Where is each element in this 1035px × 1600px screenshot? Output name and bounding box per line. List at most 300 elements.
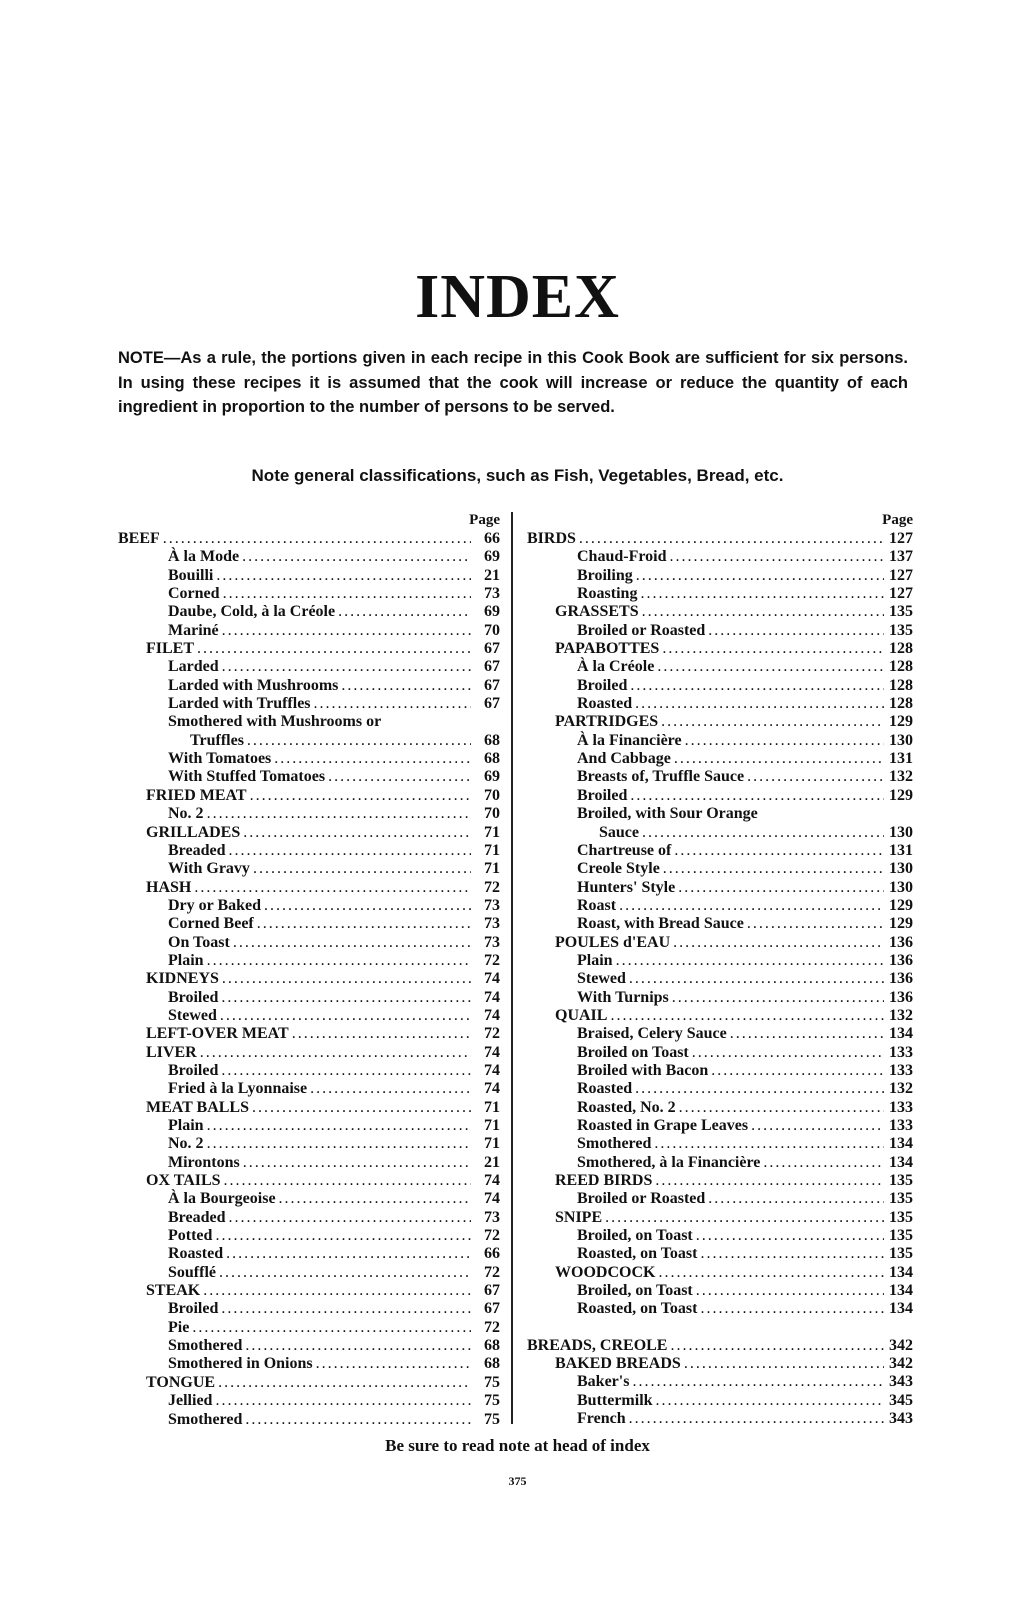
index-entry-label: Dry or Baked (168, 896, 262, 914)
index-entry (118, 548, 500, 566)
index-entry (527, 1007, 913, 1025)
index-entry-label: Baker's (577, 1373, 630, 1391)
index-entry-label: With Stuffed Tomatoes (168, 768, 326, 786)
index-entry-page: 69 (484, 548, 500, 566)
index-entry-label: Breasts of, Truffle Sauce (577, 768, 745, 786)
index-entry-label: Mirontons (168, 1153, 240, 1171)
index-entry-page: 67 (484, 1282, 500, 1300)
index-entry-label: QUAIL (555, 1006, 608, 1024)
index-entry-label: PARTRIDGES (555, 713, 659, 731)
index-entry (118, 1374, 500, 1392)
dot-leader (711, 1062, 884, 1080)
dot-leader (632, 1373, 884, 1391)
index-entry (527, 1300, 913, 1318)
index-entry-page: 128 (889, 695, 913, 713)
index-entry-label: FILET (146, 640, 195, 658)
index-entry-label: On Toast (168, 933, 230, 951)
index-entry-page: 74 (484, 1080, 500, 1098)
index-entry-page: 343 (889, 1373, 913, 1391)
index-entry (527, 1392, 913, 1410)
dot-leader (661, 713, 884, 731)
index-entry (118, 567, 500, 585)
index-entry-page: 73 (484, 915, 500, 933)
index-entry-page: 134 (889, 1300, 913, 1318)
index-entry-page: 68 (484, 731, 500, 749)
dot-leader (629, 970, 884, 988)
index-entry (527, 695, 913, 713)
index-entry-label: Larded with Truffles (168, 695, 311, 713)
dot-leader (252, 1099, 471, 1117)
index-entry-label: Roasting (577, 585, 638, 603)
index-entry-page: 135 (889, 603, 913, 621)
index-entry (118, 1264, 500, 1282)
index-entry (527, 1355, 913, 1373)
index-entry-label: With Turnips (577, 988, 669, 1006)
index-entry-label: Roast (577, 896, 617, 914)
index-entry-label: Sauce (599, 823, 639, 841)
index-entry-label: No. 2 (168, 1135, 204, 1153)
index-entry (118, 1411, 500, 1429)
index-entry-page: 75 (484, 1373, 500, 1391)
dot-leader (670, 1337, 884, 1355)
dot-leader (222, 658, 471, 676)
index-entry-page: 68 (484, 1355, 500, 1373)
index-entry (527, 1154, 913, 1172)
dot-leader (730, 1025, 884, 1043)
index-entry-page: 67 (484, 658, 500, 676)
dot-leader (316, 1355, 471, 1373)
index-entry-page: 132 (889, 1080, 913, 1098)
index-entry-label: Mariné (168, 621, 219, 639)
index-entry-page: 130 (889, 731, 913, 749)
index-entry-label: MEAT BALLS (146, 1098, 249, 1116)
index-entry-label: STEAK (146, 1282, 201, 1300)
dot-leader (163, 530, 471, 548)
index-entry (118, 952, 500, 970)
index-entry-page: 134 (889, 1263, 913, 1281)
dot-leader (207, 805, 471, 823)
index-entry-label: Stewed (168, 1006, 217, 1024)
dot-leader (207, 1135, 471, 1153)
index-entry-label: Creole Style (577, 860, 660, 878)
classification-note: Note general classifications, such as Fish, Vegetables, Bread, etc. (251, 466, 784, 485)
index-entry-label: Truffles (190, 731, 244, 749)
index-entry (118, 787, 500, 805)
index-entry (527, 915, 913, 933)
index-note: NOTE—As a rule, the portions given in each recipe in this Cook Book are sufficient for six persons. In using these recipes it is assumed that the cook will increase or reduce the quantity of each ingredient in proportion to the number of persons to be served. (118, 349, 908, 416)
index-entry (118, 1117, 500, 1135)
index-entry (527, 1337, 913, 1355)
index-entry-label: Braised, Celery Sauce (577, 1025, 727, 1043)
index-entry-page: 128 (889, 640, 913, 658)
index-entry-label: Daube, Cold, à la Créole (168, 603, 336, 621)
dot-leader (338, 603, 471, 621)
index-entry (118, 1044, 500, 1062)
index-entry (527, 1135, 913, 1153)
index-entry-page: 67 (484, 695, 500, 713)
index-entry-label: Smothered with Mushrooms or (168, 713, 382, 731)
index-entry (118, 530, 500, 548)
index-entry-page: 66 (484, 530, 500, 547)
index-entry (118, 842, 500, 860)
index-entry (118, 1337, 500, 1355)
index-entry-page: 129 (889, 915, 913, 933)
index-entry-label: Roasted (577, 695, 633, 713)
dot-leader (678, 879, 884, 897)
index-entry (527, 989, 913, 1007)
index-entry (118, 1080, 500, 1098)
dot-leader (673, 934, 884, 952)
dot-leader (207, 1117, 471, 1135)
index-entry-page: 68 (484, 1337, 500, 1355)
left-index-list (118, 530, 500, 1429)
index-entry-page: 132 (889, 768, 913, 786)
index-entry-label: Stewed (577, 970, 626, 988)
dot-leader (708, 622, 884, 640)
index-entry-page: 133 (889, 1117, 913, 1134)
index-entry-page: 73 (484, 896, 500, 914)
page-title: INDEX (415, 263, 620, 331)
index-entry-label: Smothered (168, 1337, 243, 1355)
index-entry-label: Broiled (577, 786, 628, 804)
dot-leader (328, 768, 471, 786)
index-entry-label: Roasted, on Toast (577, 1300, 698, 1318)
index-entry-page: 136 (889, 933, 913, 951)
index-entry-label: Jellied (168, 1392, 213, 1410)
dot-leader (685, 732, 884, 750)
index-entry (118, 1319, 500, 1337)
index-entry-label: Broiled, on Toast (577, 1227, 693, 1245)
index-entry-label: Chaud-Froid (577, 548, 667, 566)
index-entry-page: 71 (484, 823, 500, 841)
index-entry (527, 1190, 913, 1208)
index-entry-label: Broiled or Roasted (577, 621, 706, 639)
dot-leader (692, 1044, 884, 1062)
index-entry-page: 133 (889, 1043, 913, 1061)
index-entry-page: 128 (889, 676, 913, 694)
dot-leader (630, 677, 884, 695)
index-entry-label: Soufflé (168, 1263, 216, 1281)
index-entry (118, 1282, 500, 1300)
section-gap (527, 1319, 913, 1337)
index-entry-label: Corned (168, 585, 220, 603)
index-entry (527, 603, 913, 621)
index-entry-label: À la Financière (577, 731, 682, 749)
index-entry (527, 970, 913, 988)
dot-leader (635, 1080, 884, 1098)
index-entry-page: 134 (889, 1282, 913, 1300)
index-entry-label: Roasted (577, 1080, 633, 1098)
index-entry (118, 768, 500, 786)
index-entry-label: BIRDS (527, 530, 576, 547)
index-entry (118, 585, 500, 603)
index-entry-label: Roasted, on Toast (577, 1245, 698, 1263)
dot-leader (250, 787, 471, 805)
dot-leader (245, 1337, 471, 1355)
index-entry (118, 1355, 500, 1373)
column-divider (511, 512, 513, 1424)
index-entry-page: 73 (484, 1208, 500, 1226)
index-entry-page: 67 (484, 640, 500, 658)
index-entry (527, 879, 913, 897)
index-entry-label: Broiled, with Sour Orange (577, 805, 758, 823)
index-entry-page: 135 (889, 1172, 913, 1190)
dot-leader (224, 1172, 471, 1190)
dot-leader (763, 1154, 884, 1172)
index-entry (527, 1410, 913, 1428)
dot-leader (279, 1190, 471, 1208)
index-entry-page: 127 (889, 530, 913, 547)
index-entry (118, 713, 500, 731)
index-entry (118, 1154, 500, 1172)
index-entry (118, 750, 500, 768)
index-entry-label: À la Créole (577, 658, 655, 676)
index-entry-label: GRASSETS (555, 603, 639, 621)
index-entry (527, 1099, 913, 1117)
index-entry (118, 1025, 500, 1043)
index-entry-label: Bouilli (168, 566, 214, 584)
dot-leader (662, 640, 884, 658)
index-entry-page: 74 (484, 1006, 500, 1024)
index-entry (527, 1044, 913, 1062)
index-entry-page: 342 (889, 1355, 913, 1373)
index-entry-label: Larded (168, 658, 219, 676)
index-entry-label: Roast, with Bread Sauce (577, 915, 744, 933)
index-entry-page: 134 (889, 1025, 913, 1043)
index-entry-page: 74 (484, 1172, 500, 1190)
index-entry-page: 67 (484, 676, 500, 694)
dot-leader (657, 658, 884, 676)
index-entry (527, 1227, 913, 1245)
index-entry (527, 1062, 913, 1080)
dot-leader (292, 1025, 471, 1043)
index-entry (118, 1245, 500, 1263)
dot-leader (242, 548, 471, 566)
dot-leader (674, 750, 884, 768)
index-entry-label: Pie (168, 1318, 190, 1336)
dot-leader (219, 1264, 471, 1282)
index-entry-label: Broiled (168, 1061, 219, 1079)
index-entry (527, 768, 913, 786)
index-entry-page: 133 (889, 1098, 913, 1116)
index-entry-page: 136 (889, 951, 913, 969)
index-entry-page: 69 (484, 603, 500, 621)
index-entry-label: Roasted (168, 1245, 224, 1263)
dot-leader (655, 1172, 884, 1190)
index-entry (118, 622, 500, 640)
index-entry-page: 129 (889, 896, 913, 914)
index-entry-label: TONGUE (146, 1373, 216, 1391)
index-entry (527, 732, 913, 750)
dot-leader (636, 567, 884, 585)
dot-leader (200, 1044, 471, 1062)
dot-leader (700, 1245, 884, 1263)
index-entry (527, 860, 913, 878)
dot-leader (264, 897, 471, 915)
index-entry-page: 136 (889, 988, 913, 1006)
index-entry-page: 73 (484, 585, 500, 603)
footer-note: Be sure to read note at head of index (385, 1436, 650, 1455)
index-entry (527, 1117, 913, 1135)
dot-leader (228, 1209, 471, 1227)
index-entry-label: PAPABOTTES (555, 640, 660, 658)
index-entry-page: 135 (889, 1245, 913, 1263)
index-entry-page: 342 (889, 1336, 913, 1354)
index-entry-label: French (577, 1410, 626, 1428)
index-entry-label: Broiled (168, 1300, 219, 1318)
index-entry (527, 548, 913, 566)
dot-leader (310, 1080, 471, 1098)
index-entry (527, 1172, 913, 1190)
index-entry-page: 343 (889, 1410, 913, 1428)
index-entry-page: 71 (484, 1098, 500, 1116)
index-entry-page: 71 (484, 1135, 500, 1153)
dot-leader (747, 768, 884, 786)
index-entry-label: À la Mode (168, 548, 240, 566)
index-entry (527, 1080, 913, 1098)
index-entry (118, 1099, 500, 1117)
index-entry-page: 68 (484, 750, 500, 768)
index-entry (527, 842, 913, 860)
index-entry-page: 134 (889, 1153, 913, 1171)
index-entry-label: Hunters' Style (577, 878, 676, 896)
index-entry-label: LEFT-OVER MEAT (146, 1025, 289, 1043)
index-entry (527, 677, 913, 695)
index-entry-label: Smothered, à la Financière (577, 1153, 761, 1171)
dot-leader (192, 1319, 471, 1337)
index-entry-label: REED BIRDS (555, 1172, 653, 1190)
index-entry-label: Smothered (577, 1135, 652, 1153)
index-entry-label: And Cabbage (577, 750, 671, 768)
index-entry-page: 70 (484, 805, 500, 823)
page-column-header: Page (882, 512, 913, 528)
page-column-header: Page (469, 512, 500, 528)
dot-leader (215, 1227, 471, 1245)
dot-leader (670, 548, 884, 566)
index-entry-label: Broiled, on Toast (577, 1282, 693, 1300)
dot-leader (215, 1392, 471, 1410)
index-entry (118, 934, 500, 952)
dot-leader (257, 915, 471, 933)
index-entry-page: 129 (889, 786, 913, 804)
index-entry (527, 1282, 913, 1300)
dot-leader (630, 787, 884, 805)
index-entry (118, 732, 500, 750)
index-entry-page: 137 (889, 548, 913, 566)
index-entry (118, 695, 500, 713)
dot-leader (605, 1209, 884, 1227)
index-entry-label: LIVER (146, 1043, 197, 1061)
right-index-column (527, 510, 913, 1429)
index-entry (118, 640, 500, 658)
index-entry-label: Broiled or Roasted (577, 1190, 706, 1208)
index-entry-label: Plain (577, 951, 613, 969)
index-entry (118, 1227, 500, 1245)
index-entry (118, 603, 500, 621)
index-entry-page: 72 (484, 1318, 500, 1336)
index-entry (527, 1264, 913, 1282)
dot-leader (194, 879, 471, 897)
index-entry (118, 970, 500, 988)
index-entry-label: Buttermilk (577, 1391, 653, 1409)
index-entry (118, 1172, 500, 1190)
dot-leader (579, 530, 884, 548)
dot-leader (207, 952, 471, 970)
index-entry (118, 1209, 500, 1227)
index-entry-page: 21 (484, 1153, 500, 1171)
index-entry-page: 74 (484, 1190, 500, 1208)
index-entry-label: POULES d'EAU (555, 933, 671, 951)
dot-leader (696, 1227, 884, 1245)
index-entry-page: 135 (889, 621, 913, 639)
index-entry (527, 805, 913, 823)
dot-leader (642, 603, 884, 621)
index-entry-page: 67 (484, 1300, 500, 1318)
index-entry-label: Chartreuse of (577, 841, 672, 859)
dot-leader (663, 860, 884, 878)
index-entry (527, 713, 913, 731)
dot-leader (314, 695, 471, 713)
dot-leader (642, 824, 884, 842)
index-entry-page: 130 (889, 823, 913, 841)
dot-leader (274, 750, 471, 768)
index-entry-label: With Gravy (168, 860, 250, 878)
index-entry-label: Roasted in Grape Leaves (577, 1117, 749, 1134)
index-entry (118, 897, 500, 915)
index-entry (527, 1209, 913, 1227)
index-entry-page: 130 (889, 878, 913, 896)
index-entry-label: Larded with Mushrooms (168, 676, 339, 694)
index-entry-page: 74 (484, 988, 500, 1006)
index-entry-label: À la Bourgeoise (168, 1190, 276, 1208)
index-entry (118, 1190, 500, 1208)
index-entry (118, 879, 500, 897)
index-entry-page: 72 (484, 951, 500, 969)
dot-leader (654, 1135, 884, 1153)
index-entry (527, 567, 913, 585)
index-entry (527, 897, 913, 915)
dot-leader (629, 1410, 884, 1428)
index-entry-label: WOODCOCK (555, 1263, 656, 1281)
index-entry (527, 934, 913, 952)
index-entry-page: 131 (889, 750, 913, 768)
index-entry-page: 128 (889, 658, 913, 676)
dot-leader (616, 952, 884, 970)
index-entry-label: Broiling (577, 566, 633, 584)
index-entry-label: Broiled on Toast (577, 1043, 689, 1061)
index-entry-label: FRIED MEAT (146, 786, 247, 804)
index-entry (118, 1062, 500, 1080)
index-entry-label: No. 2 (168, 805, 204, 823)
dot-leader (233, 934, 471, 952)
dot-leader (700, 1300, 884, 1318)
index-entry-label: Fried à la Lyonnaise (168, 1080, 308, 1098)
index-entry (527, 750, 913, 768)
dot-leader (341, 677, 471, 695)
dot-leader (221, 989, 471, 1007)
index-entry-label: HASH (146, 878, 192, 896)
dot-leader (640, 585, 884, 603)
dot-leader (243, 824, 471, 842)
index-entry-page: 72 (484, 1227, 500, 1245)
dot-leader (247, 732, 471, 750)
dot-leader (751, 1117, 884, 1135)
index-entry-page: 75 (484, 1410, 500, 1428)
dot-leader (197, 640, 471, 658)
index-entry-page: 21 (484, 566, 500, 584)
index-entry-page: 71 (484, 841, 500, 859)
index-entry (118, 824, 500, 842)
